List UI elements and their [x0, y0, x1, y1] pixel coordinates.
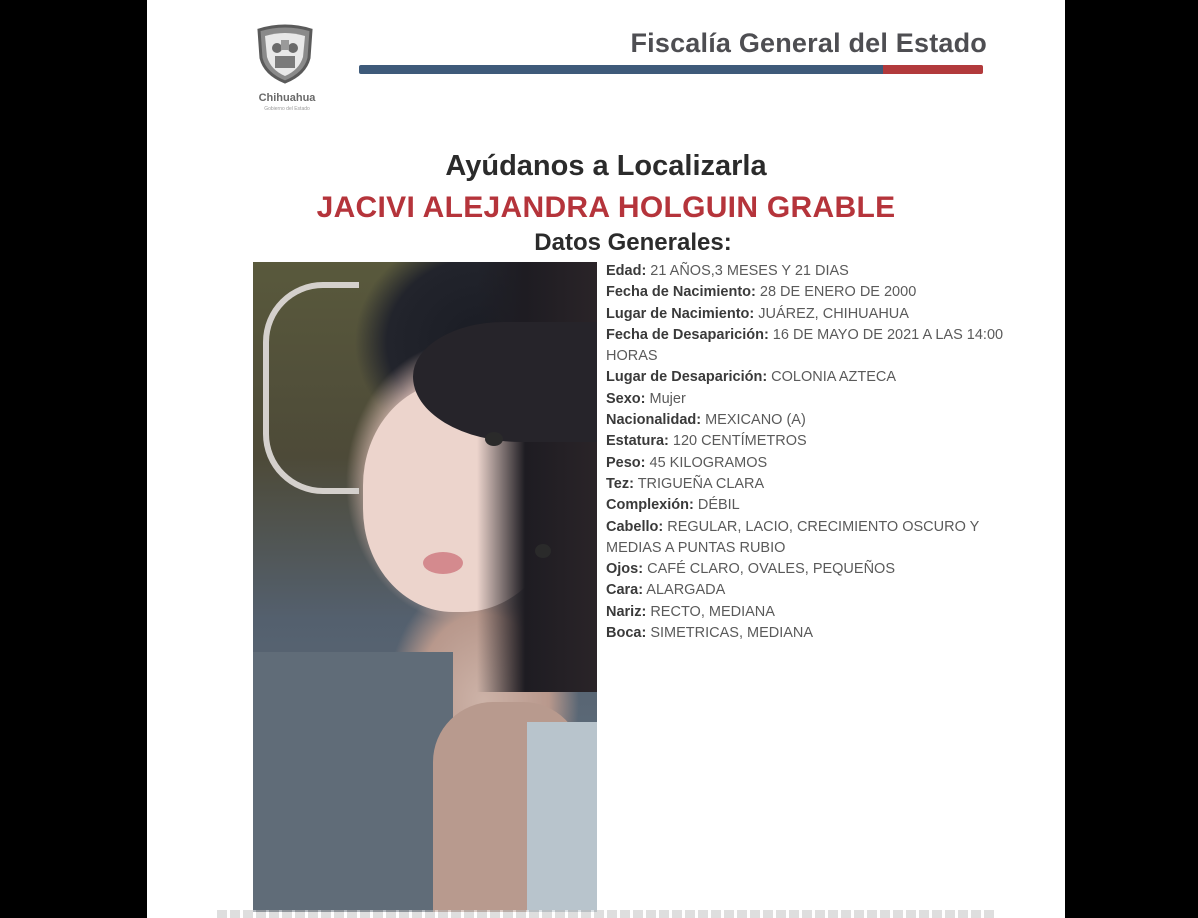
chihuahua-logo — [247, 20, 327, 115]
detail-value: 45 KILOGRAMOS — [645, 454, 768, 471]
poster-headline: Ayúdanos a Localizarla — [445, 150, 767, 182]
rule-red-segment — [883, 65, 983, 74]
detail-value: 28 DE ENERO DE 2000 — [755, 284, 917, 301]
detail-row-boca — [606, 623, 1006, 644]
detail-label: Estatura: — [606, 433, 669, 450]
detail-value: 16 DE MAYO DE 2021 A LAS 14:00 HORAS — [606, 326, 1004, 365]
detail-value: COLONIA AZTECA — [767, 369, 897, 386]
header-rule — [359, 65, 983, 74]
detail-label: Complexión: — [606, 497, 694, 514]
detail-value: JUÁREZ, CHIHUAHUA — [754, 305, 909, 322]
detail-row-fecha-desaparicion — [606, 325, 1006, 368]
detail-label: Cara: — [606, 582, 644, 599]
detail-row-ojos — [606, 559, 1006, 580]
detail-value: SIMETRICAS, MEDIANA — [646, 625, 814, 642]
photo-shirt-shape — [253, 652, 453, 912]
detail-row-cara — [606, 580, 1006, 601]
photo-eye-shape — [485, 432, 503, 446]
detail-label: Nacionalidad: — [606, 412, 702, 429]
details-list — [606, 261, 1006, 644]
detail-value: MEXICANO (A) — [701, 412, 806, 429]
detail-value: REGULAR, LACIO, CRECIMIENTO OSCURO Y MEDIAS A PUNTAS RUBIO — [606, 518, 980, 556]
detail-value: TRIGUEÑA CLARA — [633, 475, 765, 492]
detail-row-nacionalidad — [606, 410, 1006, 431]
detail-label: Lugar de Desaparición: — [606, 369, 768, 386]
detail-row-estatura — [606, 431, 1006, 452]
detail-row-tez — [606, 474, 1006, 495]
detail-label: Peso: — [606, 454, 646, 471]
person-photo — [253, 262, 597, 912]
detail-row-cabello — [606, 517, 1006, 560]
agency-title: Fiscalía General del Estado — [630, 28, 987, 58]
detail-label: Cabello: — [606, 518, 664, 535]
detail-value: RECTO, MEDIANA — [646, 603, 775, 620]
rule-blue-segment — [359, 65, 883, 74]
detail-label: Sexo: — [606, 390, 646, 407]
missing-person-poster — [147, 0, 1065, 918]
detail-row-edad — [606, 261, 1006, 282]
detail-row-sexo — [606, 389, 1006, 410]
detail-value: 120 CENTÍMETROS — [668, 433, 807, 450]
detail-label: Tez: — [606, 475, 634, 492]
detail-row-complexion — [606, 495, 1006, 516]
detail-value: CAFÉ CLARO, OVALES, PEQUEÑOS — [643, 561, 895, 578]
photo-chair-shape — [263, 282, 359, 494]
detail-label: Edad: — [606, 263, 647, 279]
photo-lips-shape — [423, 552, 463, 574]
logo-subtext: Gobierno del Estado — [264, 106, 310, 112]
detail-row-fecha-nacimiento — [606, 282, 1006, 303]
detail-value: DÉBIL — [693, 497, 740, 514]
detail-label: Ojos: — [606, 561, 644, 578]
chihuahua-crest-icon — [253, 24, 317, 84]
detail-label: Lugar de Nacimiento: — [606, 305, 755, 322]
detail-label: Fecha de Nacimiento: — [606, 284, 756, 301]
detail-row-nariz — [606, 602, 1006, 623]
detail-value: ALARGADA — [643, 582, 726, 599]
detail-label: Nariz: — [606, 603, 647, 620]
cropped-footer-text — [217, 910, 997, 918]
detail-value: Mujer — [645, 390, 686, 407]
photo-eye-shape — [535, 544, 551, 558]
detail-label: Boca: — [606, 625, 647, 642]
section-title: Datos Generales: — [534, 229, 732, 256]
detail-row-peso — [606, 453, 1006, 474]
detail-row-lugar-nacimiento — [606, 304, 1006, 325]
detail-label: Fecha de Desaparición: — [606, 326, 769, 343]
detail-row-lugar-desaparicion — [606, 367, 1006, 388]
detail-value: 21 AÑOS,3 MESES Y 21 DIAS — [646, 263, 849, 279]
missing-person-name: JACIVI ALEJANDRA HOLGUIN GRABLE — [316, 191, 896, 224]
logo-text: Chihuahua — [258, 92, 316, 104]
photo-cloth-shape — [527, 722, 597, 912]
